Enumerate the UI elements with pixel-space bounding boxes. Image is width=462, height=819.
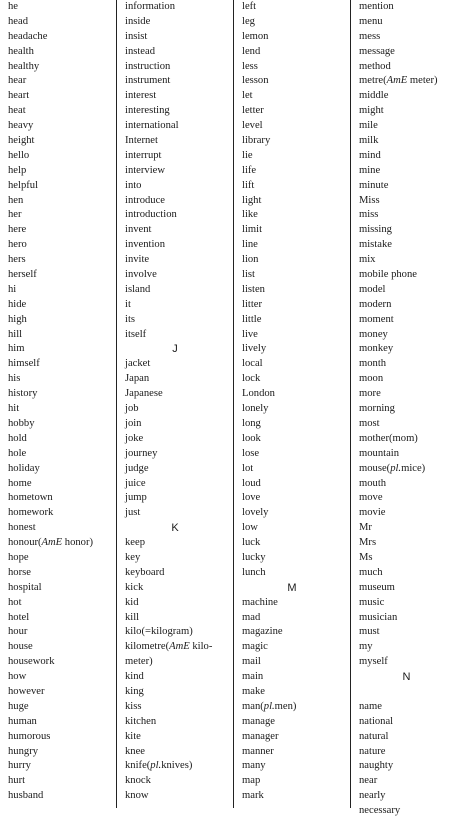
vocab-word: hobby (8, 417, 35, 429)
vocab-word: helpful (8, 179, 39, 191)
vocab-word: key (125, 551, 141, 563)
vocab-word: like (242, 209, 258, 221)
vocab-word: litter (242, 298, 263, 310)
vocab-word: lunch (242, 566, 266, 578)
vocab-word: kiss (125, 700, 142, 712)
vocab-word: kite (125, 730, 141, 742)
vocab-word: it (125, 298, 131, 310)
vocab-word: missing (359, 224, 392, 236)
vocab-word: its (125, 313, 136, 325)
vocab-word: nearly (359, 790, 386, 802)
vocab-word: kilometre(AmE kilo- (125, 641, 213, 653)
vocab-word: kick (125, 581, 144, 593)
letter-section-header: K (171, 522, 179, 535)
vocab-word: little (242, 313, 262, 325)
vocab-word: lovely (242, 507, 269, 519)
vocab-word: join (125, 417, 142, 429)
vocab-word: health (8, 45, 34, 57)
vocab-word: keyboard (125, 566, 165, 578)
word-column-4 (351, 0, 462, 817)
vocab-word: job (125, 403, 139, 415)
vocab-word: juice (125, 477, 146, 489)
vocab-word: human (8, 715, 37, 727)
vocab-word: most (359, 417, 380, 429)
vocab-word: hello (8, 149, 30, 161)
vocab-word: Miss (359, 194, 380, 206)
vocab-word: Mr (359, 522, 372, 534)
vocab-word: metre(AmE meter) (359, 75, 438, 87)
vocab-word: invent (125, 224, 152, 236)
vocab-word: library (242, 135, 271, 147)
vocab-word: leg (242, 15, 255, 27)
vocab-word: honest (8, 522, 36, 534)
vocab-word: move (359, 492, 383, 504)
blank-row (351, 685, 462, 700)
vocab-word: mention (359, 1, 394, 12)
vocab-word: magic (242, 641, 268, 653)
vocab-word: heat (8, 105, 26, 117)
vocab-word: interview (125, 164, 166, 176)
vocab-word: mouse(pl.mice) (359, 462, 426, 474)
vocab-word: housework (8, 656, 55, 668)
vocab-word: hi (8, 283, 17, 295)
vocab-word: introduce (125, 194, 166, 206)
vocab-word: money (359, 328, 388, 340)
word-column-1 (0, 0, 116, 808)
vocab-word: lion (242, 254, 259, 266)
vocab-word: long (242, 417, 261, 429)
vocab-word: instead (125, 45, 156, 57)
vocab-word: light (242, 194, 262, 206)
word-column-2 (117, 0, 233, 808)
vocab-word: letter (242, 105, 264, 117)
vocab-word: lemon (242, 30, 269, 42)
vocab-word: horse (8, 566, 31, 578)
vocab-word: lucky (242, 551, 266, 563)
vocab-word: high (8, 313, 27, 325)
vocab-word: international (125, 120, 179, 132)
vocab-word: headache (8, 30, 48, 42)
vocab-word: minute (359, 179, 389, 191)
vocab-word: manner (242, 745, 274, 757)
vocab-word: humorous (8, 730, 51, 742)
vocab-word: kid (125, 596, 139, 608)
vocab-word: more (359, 388, 381, 400)
vocab-word: menu (359, 15, 383, 27)
vocab-word: hurt (8, 775, 26, 787)
vocab-word: hot (8, 596, 22, 608)
vocab-word: must (359, 626, 380, 638)
vocab-word: holiday (8, 462, 40, 474)
vocab-word: however (8, 685, 45, 697)
vocab-word: low (242, 522, 258, 534)
vocab-word: man(pl.men) (242, 700, 297, 712)
vocab-word: into (125, 179, 142, 191)
vocab-word: lose (242, 447, 260, 459)
vocab-word: heavy (8, 120, 34, 132)
vocab-word: message (359, 45, 395, 57)
vocab-word: level (242, 120, 263, 132)
vocab-word: hotel (8, 611, 30, 623)
vocab-word: much (359, 566, 383, 578)
vocab-word: homework (8, 507, 54, 519)
vocab-word: less (242, 60, 258, 72)
vocab-word: huge (8, 700, 29, 712)
vocab-word: magazine (242, 626, 283, 638)
vocab-word: live (242, 328, 258, 340)
vocab-word: king (125, 685, 144, 697)
vocab-word: hospital (8, 581, 42, 593)
vocab-word: middle (359, 90, 389, 102)
vocab-word: kind (125, 671, 144, 683)
vocab-word: let (242, 90, 253, 102)
vocab-word: mile (359, 120, 378, 132)
vocab-word: natural (359, 730, 389, 742)
vocab-word: mess (359, 30, 381, 42)
vocab-word: loud (242, 477, 261, 489)
vocab-word: instruction (125, 60, 171, 72)
vocab-word: hold (8, 432, 27, 444)
vocab-word: my (359, 641, 373, 653)
vocab-word: hide (8, 298, 27, 310)
vocab-word: love (242, 492, 261, 504)
vocab-word: life (242, 164, 257, 176)
vocab-word: mind (359, 149, 381, 161)
vocab-word: healthy (8, 60, 40, 72)
letter-section-header: M (287, 581, 297, 594)
vocab-word: morning (359, 403, 395, 415)
vocab-word: monkey (359, 343, 394, 355)
vocab-word: judge (125, 462, 149, 474)
vocab-word: house (8, 641, 33, 653)
vocab-word: name (359, 700, 382, 712)
vocab-word: mistake (359, 239, 392, 251)
vocab-word: main (242, 671, 264, 683)
letter-section-header: J (172, 343, 178, 356)
vocab-word: hit (8, 403, 20, 415)
vocab-word: kilo(=kilogram) (125, 626, 193, 638)
vocab-word: knife(pl.knives) (125, 760, 193, 772)
vocab-word: line (242, 239, 258, 251)
vocab-word: interest (125, 90, 157, 102)
vocab-word: height (8, 135, 35, 147)
vocab-word: hole (8, 447, 27, 459)
vocab-word: musician (359, 611, 398, 623)
vocab-word: Ms (359, 551, 373, 563)
vocab-word: information (125, 1, 176, 12)
vocab-word: mix (359, 254, 376, 266)
vocab-word: lonely (242, 403, 269, 415)
vocab-word: mark (242, 790, 264, 802)
vocab-word: here (8, 224, 27, 236)
vocab-word: himself (8, 358, 40, 370)
vocab-word: how (8, 671, 27, 683)
vocab-word: Internet (125, 135, 158, 147)
vocab-word: her (8, 209, 22, 221)
vocab-word: instrument (125, 75, 171, 87)
vocab-word: myself (359, 656, 388, 668)
vocab-word: journey (125, 447, 158, 459)
vocab-word: hope (8, 551, 29, 563)
vocab-word: map (242, 775, 261, 787)
vocab-word: knee (125, 745, 145, 757)
vocab-word: history (8, 388, 38, 400)
vocab-word: lesson (242, 75, 269, 87)
vocab-word: near (359, 775, 378, 787)
vocab-word: knock (125, 775, 151, 787)
vocab-word: invention (125, 239, 166, 251)
vocab-word: Japanese (125, 388, 163, 400)
vocab-word: many (242, 760, 266, 772)
letter-section-header: N (402, 671, 411, 684)
vocab-word: heart (8, 90, 30, 102)
vocab-word: his (8, 373, 21, 385)
vocab-word: kitchen (125, 715, 157, 727)
vocab-word: he (8, 1, 18, 12)
vocab-word: just (125, 507, 141, 519)
vocab-word: model (359, 283, 386, 295)
vocab-word: honour(AmE honor) (8, 537, 94, 549)
vocab-word: necessary (359, 805, 401, 817)
vocab-word: make (242, 685, 265, 697)
vocab-word: machine (242, 596, 278, 608)
vocab-word: know (125, 790, 149, 802)
vocab-word: jump (125, 492, 147, 504)
vocab-word: movie (359, 507, 386, 519)
vocab-word: head (8, 15, 28, 27)
vocab-word: moon (359, 373, 384, 385)
vocab-word: mobile phone (359, 269, 417, 281)
vocab-word: mine (359, 164, 381, 176)
vocab-word: mad (242, 611, 261, 623)
vocab-word: local (242, 358, 263, 370)
vocab-word: naughty (359, 760, 394, 772)
vocab-word: lend (242, 45, 261, 57)
vocab-word: hometown (8, 492, 53, 504)
vocab-word: meter) (125, 656, 153, 668)
vocab-word: moment (359, 313, 394, 325)
vocab-word: limit (242, 224, 263, 236)
vocab-word: manager (242, 730, 279, 742)
vocab-word: milk (359, 135, 379, 147)
vocab-word: modern (359, 298, 392, 310)
vocab-word: left (242, 1, 257, 12)
vocab-word: listen (242, 283, 265, 295)
vocab-word: home (8, 477, 32, 489)
vocab-word: mother(mom) (359, 432, 418, 444)
word-column-3 (234, 0, 350, 808)
vocab-word: miss (359, 209, 379, 221)
vocab-word: lot (242, 462, 254, 474)
vocab-word: interesting (125, 105, 170, 117)
vocab-word: month (359, 358, 387, 370)
vocab-word: husband (8, 790, 44, 802)
vocab-word: mountain (359, 447, 400, 459)
vocab-word: mail (242, 656, 261, 668)
vocab-word: invite (125, 254, 150, 266)
vocab-word: him (8, 343, 25, 355)
vocab-word: music (359, 596, 385, 608)
vocab-word: lock (242, 373, 261, 385)
vocab-word: joke (125, 432, 144, 444)
vocab-word: hill (8, 328, 23, 340)
vocab-word: national (359, 715, 394, 727)
vocab-word: mouth (359, 477, 387, 489)
vocab-word: museum (359, 581, 395, 593)
vocab-word: method (359, 60, 391, 72)
vocab-word: look (242, 432, 261, 444)
vocab-word: jacket (125, 358, 151, 370)
vocab-word: London (242, 388, 275, 400)
vocab-word: itself (125, 328, 147, 340)
vocab-word: hers (8, 254, 26, 266)
vocab-word: hurry (8, 760, 31, 772)
vocab-word: list (242, 269, 255, 281)
vocab-word: herself (8, 269, 37, 281)
vocab-word: hero (8, 239, 27, 251)
vocab-word: lie (242, 149, 253, 161)
vocab-word: manage (242, 715, 275, 727)
vocab-word: introduction (125, 209, 177, 221)
vocab-word: help (8, 164, 27, 176)
vocab-word: insist (125, 30, 148, 42)
vocab-word: kill (125, 611, 140, 623)
vocab-word: keep (125, 537, 145, 549)
vocab-word: nature (359, 745, 386, 757)
vocab-word: inside (125, 15, 151, 27)
vocab-word: hen (8, 194, 24, 206)
vocab-word: island (125, 283, 151, 295)
vocab-word: luck (242, 537, 261, 549)
vocab-word: interrupt (125, 149, 162, 161)
vocab-word: hear (8, 75, 27, 87)
vocab-word: Japan (125, 373, 150, 385)
vocab-word: hungry (8, 745, 39, 757)
vocab-word: hour (8, 626, 28, 638)
vocab-word: might (359, 105, 384, 117)
vocab-word: lift (242, 179, 255, 191)
vocab-word: Mrs (359, 537, 377, 549)
vocab-word: lively (242, 343, 267, 355)
vocab-word: involve (125, 269, 157, 281)
